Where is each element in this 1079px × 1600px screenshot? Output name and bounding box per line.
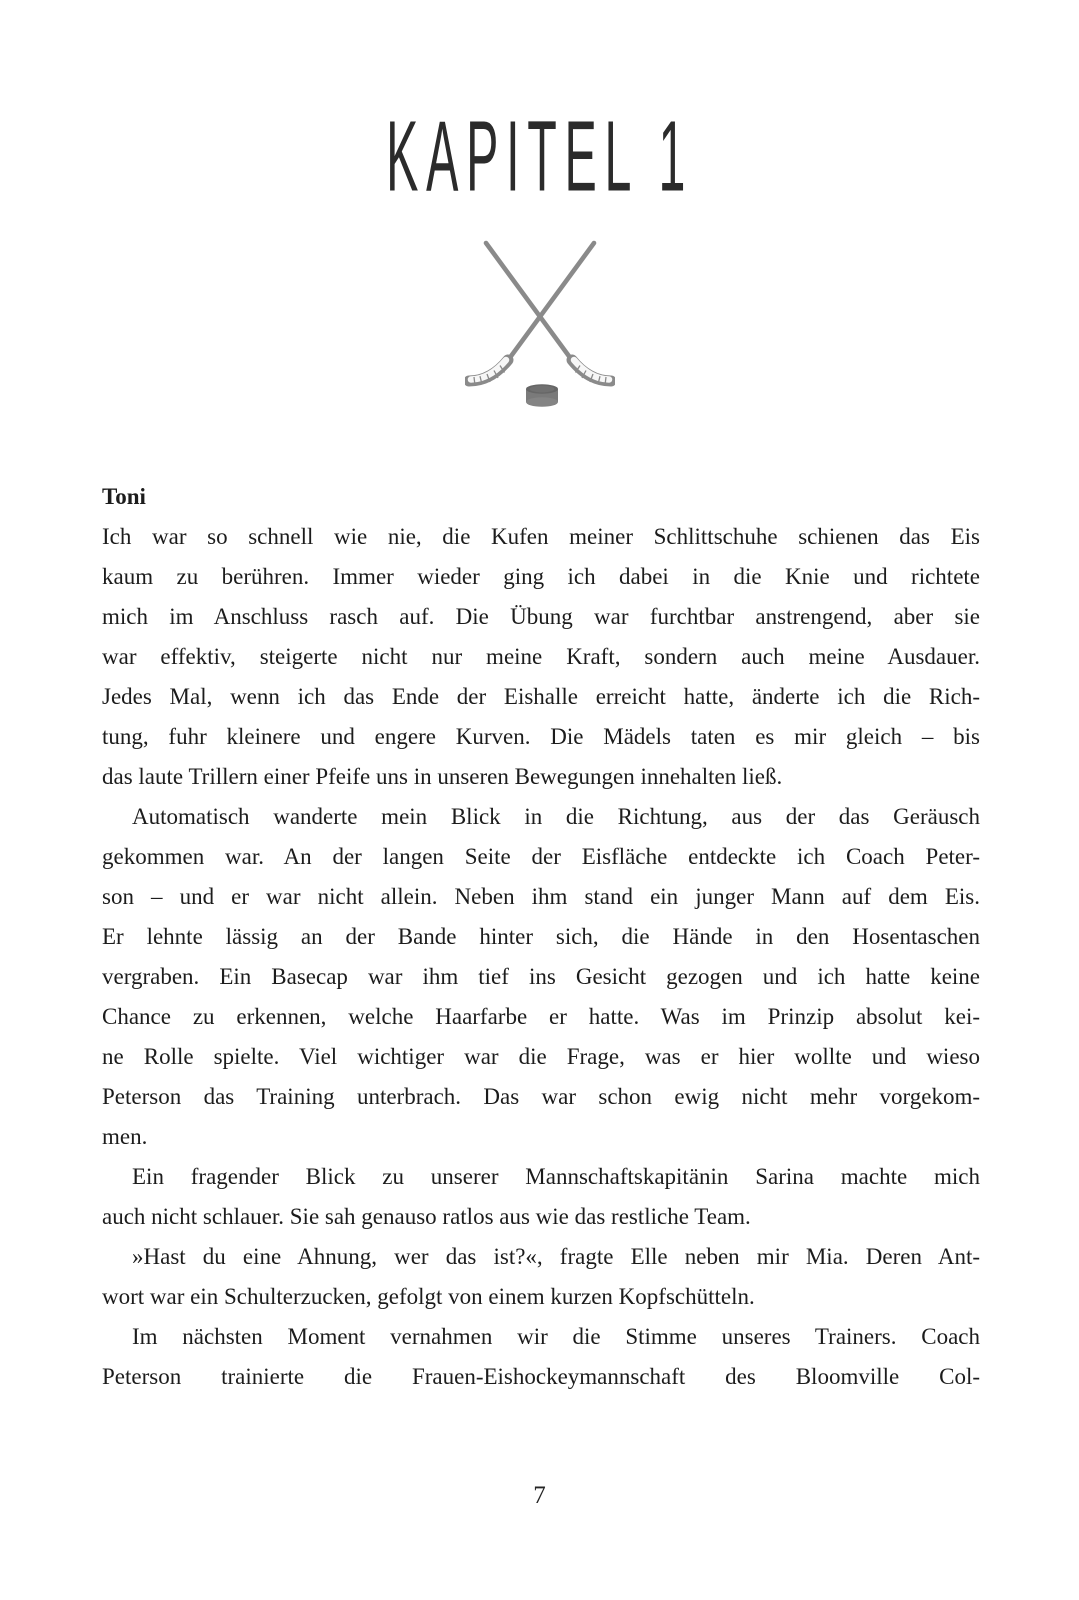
body-text [102,477,980,1397]
text-line: Peterson trainierte die Frauen-Eishockeymannschaft des Bloomville Col- [102,1364,980,1389]
paragraph [102,1317,980,1397]
text-line: war effektiv, steigerte nicht nur meine Kraft, sondern auch meine Ausdauer. [102,644,980,669]
text-line: men. [102,1124,148,1149]
crossed-hockey-sticks-with-puck-icon [465,240,615,415]
chapter-title-text: KAPITEL 1 [385,99,694,212]
text-line: Peterson das Training unterbrach. Das war schon ewig nicht mehr vorgekom- [102,1084,980,1109]
text-line: Im nächsten Moment vernahmen wir die Stimme unseres Trainers. Coach [132,1324,980,1349]
text-line: vergraben. Ein Basecap war ihm tief ins Gesicht gezogen und ich hatte keine [102,964,980,989]
text-line: Automatisch wanderte mein Blick in die Richtung, aus der das Geräusch [132,804,980,829]
page-number: 7 [533,1482,546,1509]
paragraph [102,517,980,797]
body-paragraphs [102,517,980,1397]
text-line: gekommen war. An der langen Seite der Eisfläche entdeckte ich Coach Peter- [102,844,980,869]
text-line: mich im Anschluss rasch auf. Die Übung war furchtbar anstrengend, aber sie [102,604,980,629]
text-line: son – und er war nicht allein. Neben ihm stand ein junger Mann auf dem Eis. [102,884,980,909]
text-line: Ein fragender Blick zu unserer Mannschaftskapitänin Sarina machte mich [132,1164,980,1189]
text-line: auch nicht schlauer. Sie sah genauso ratlos aus wie das restliche Team. [102,1204,751,1229]
text-line: Chance zu erkennen, welche Haarfarbe er hatte. Was im Prinzip absolut kei- [102,1004,980,1029]
text-line: Jedes Mal, wenn ich das Ende der Eishalle erreicht hatte, änderte ich die Rich- [102,684,980,709]
text-line: »Hast du eine Ahnung, wer das ist?«, fragte Elle neben mir Mia. Deren Ant- [132,1244,980,1269]
paragraph [102,1237,980,1317]
text-line: ne Rolle spielte. Viel wichtiger war die Frage, was er hier wollte und wieso [102,1044,980,1069]
text-line: tung, fuhr kleinere und engere Kurven. Die Mädels taten es mir gleich – bis [102,724,980,749]
text-line: wort war ein Schulterzucken, gefolgt von einem kurzen Kopfschütteln. [102,1284,755,1309]
text-line: kaum zu berühren. Immer wieder ging ich dabei in die Knie und richtete [102,564,980,589]
paragraph [102,1157,980,1237]
puck-icon [526,384,558,407]
pov-heading: Toni [102,484,146,509]
paragraph [102,797,980,1157]
text-line: das laute Trillern einer Pfeife uns in unseren Bewegungen innehalten ließ. [102,764,783,789]
text-line: Er lehnte lässig an der Bande hinter sich, die Hände in den Hosentaschen [102,924,980,949]
chapter-illustration [0,240,1079,415]
chapter-title [0,96,1079,216]
text-line: Ich war so schnell wie nie, die Kufen meiner Schlittschuhe schienen das Eis [102,524,980,549]
